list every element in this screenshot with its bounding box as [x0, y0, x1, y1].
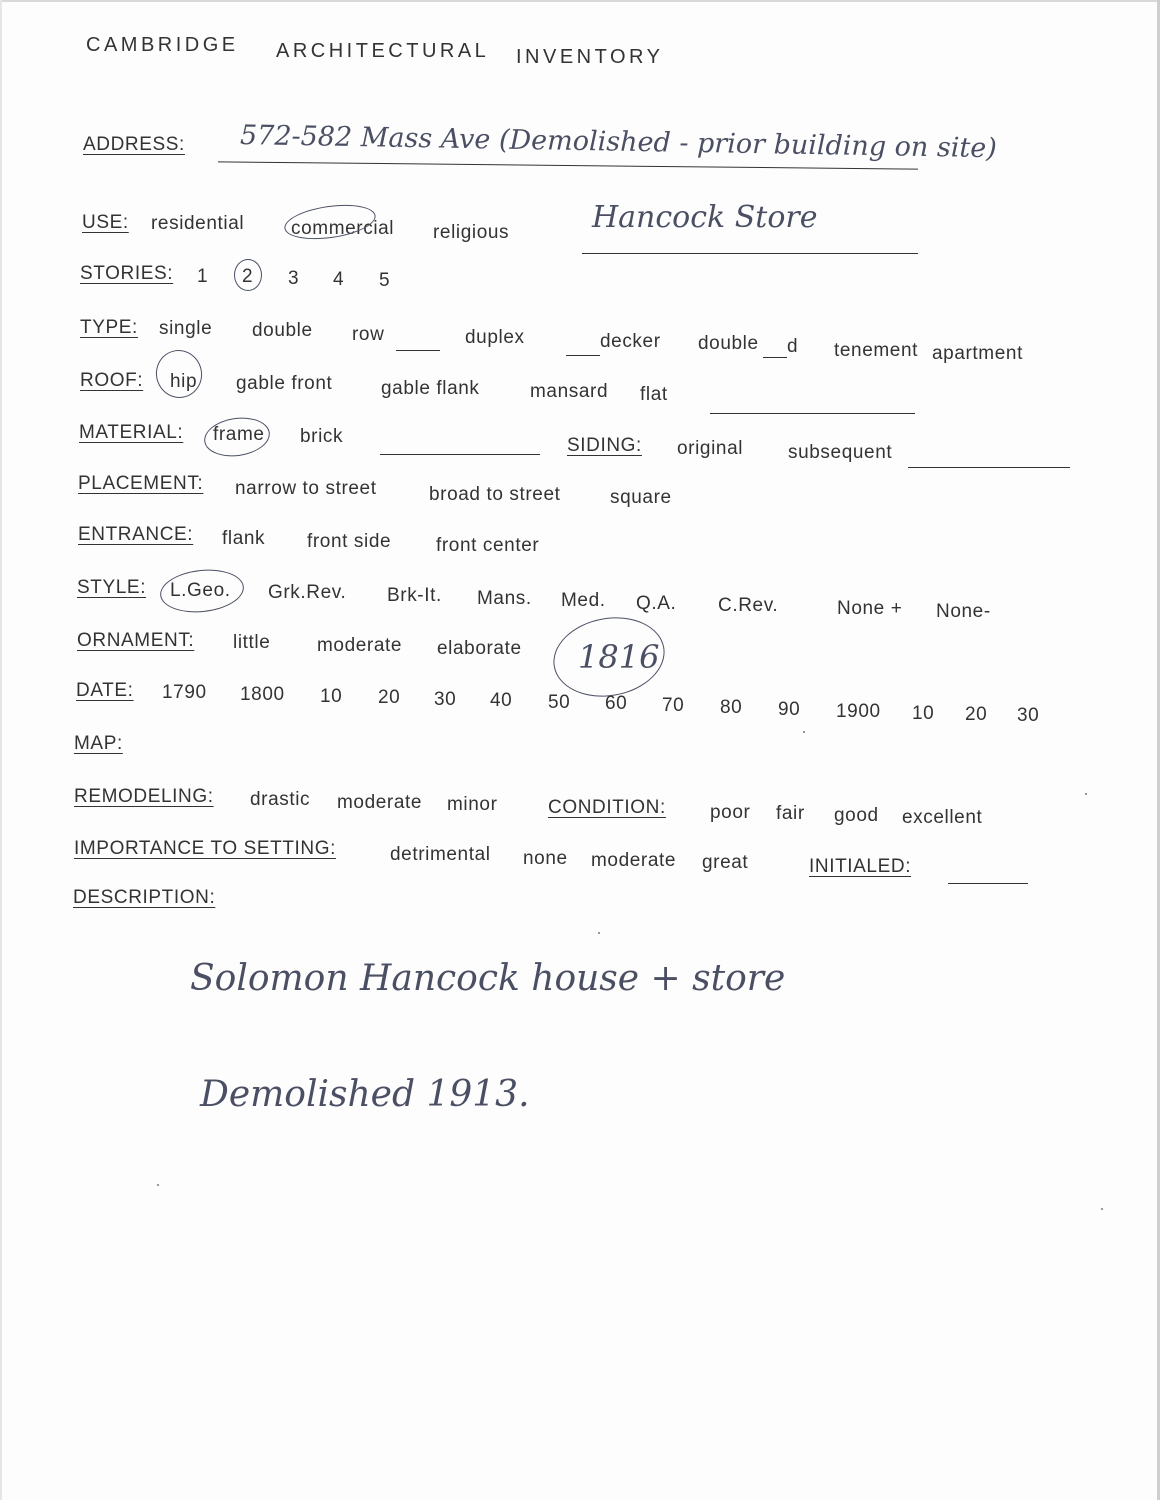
entrance-option-front-side: front side	[307, 531, 392, 552]
style-option-none-plus: None +	[837, 598, 903, 619]
paper-speck	[1101, 1208, 1103, 1210]
type-option-decker: decker	[600, 331, 661, 352]
stories-label: STORIES:	[80, 263, 174, 284]
date-option-60: 60	[605, 693, 628, 714]
type-option-d: d	[787, 336, 799, 357]
entrance-option-flank: flank	[222, 528, 266, 549]
remodeling-option-minor: minor	[447, 794, 498, 815]
stories-option-5: 5	[379, 270, 391, 291]
address-label: ADDRESS:	[83, 134, 185, 155]
date-label: DATE:	[76, 680, 134, 701]
use-option-commercial: commercial	[291, 218, 395, 239]
date-option-1800: 1800	[240, 684, 285, 705]
style-option-none-minus: None-	[936, 601, 991, 622]
condition-option-excellent: excellent	[902, 807, 983, 828]
type-row-blank	[396, 350, 440, 351]
use-label: USE:	[82, 212, 129, 233]
importance-option-moderate: moderate	[591, 850, 677, 871]
type-decker-blank	[566, 355, 600, 356]
roof-label: ROOF:	[80, 370, 144, 391]
style-label: STYLE:	[77, 577, 147, 598]
use-option-religious: religious	[433, 222, 510, 243]
importance-option-detrimental: detrimental	[390, 844, 491, 865]
form-title-word-1: CAMBRIDGE	[86, 34, 239, 56]
importance-label: IMPORTANCE TO SETTING:	[74, 838, 336, 859]
remodeling-option-moderate: moderate	[337, 792, 423, 813]
roof-selection-mark	[151, 345, 208, 403]
paper-speck	[598, 932, 600, 934]
siding-label: SIDING:	[567, 435, 642, 456]
material-option-frame: frame	[213, 424, 265, 445]
roof-other-line	[710, 413, 915, 414]
style-option-brk-it: Brk-It.	[387, 585, 442, 606]
handwritten-date: 1816	[578, 638, 660, 676]
date-option-1930: 30	[1017, 705, 1040, 726]
date-option-50: 50	[548, 692, 571, 713]
importance-option-great: great	[702, 852, 749, 873]
handwritten-address: 572-582 Mass Ave (Demolished - prior building on site)	[239, 120, 998, 165]
style-option-med: Med.	[561, 590, 606, 611]
placement-option-narrow: narrow to street	[235, 478, 377, 499]
material-selection-mark	[202, 414, 273, 461]
address-line	[218, 161, 918, 169]
siding-other-line	[908, 467, 1070, 468]
description-label: DESCRIPTION:	[73, 887, 216, 908]
type-option-double-d: double	[698, 333, 759, 354]
style-option-l-geo: L.Geo.	[170, 580, 231, 601]
date-option-40: 40	[490, 690, 513, 711]
roof-option-flat: flat	[640, 384, 668, 405]
paper-speck	[1085, 793, 1087, 795]
date-option-80: 80	[720, 697, 743, 718]
stories-option-1: 1	[197, 266, 209, 287]
date-option-20: 20	[378, 687, 401, 708]
date-option-1910: 10	[912, 703, 935, 724]
paper-speck	[803, 731, 805, 733]
stories-selection-mark	[234, 259, 262, 291]
date-option-30: 30	[434, 689, 457, 710]
date-option-90: 90	[778, 699, 801, 720]
handwritten-use-other: Hancock Store	[592, 200, 818, 235]
siding-option-original: original	[677, 438, 744, 459]
date-option-1790: 1790	[162, 682, 207, 703]
type-option-single: single	[159, 318, 213, 339]
initialed-line	[948, 883, 1028, 884]
importance-option-none: none	[523, 848, 568, 869]
date-option-10: 10	[320, 686, 343, 707]
type-option-apartment: apartment	[932, 343, 1023, 364]
placement-label: PLACEMENT:	[78, 473, 204, 494]
type-label: TYPE:	[80, 317, 138, 338]
page-left-edge	[0, 0, 2, 1500]
initialed-label: INITIALED:	[809, 856, 912, 877]
ornament-option-little: little	[233, 632, 271, 653]
date-option-70: 70	[662, 695, 685, 716]
handwritten-description-line-2: Demolished 1913.	[200, 1074, 530, 1115]
remodeling-label: REMODELING:	[74, 786, 214, 807]
ornament-option-moderate: moderate	[317, 635, 403, 656]
use-other-line	[582, 253, 918, 254]
handwritten-description-line-1: Solomon Hancock house + store	[190, 958, 786, 999]
stories-option-2: 2	[242, 266, 254, 287]
ornament-option-elaborate: elaborate	[437, 638, 522, 659]
condition-label: CONDITION:	[548, 797, 666, 818]
style-option-grk-rev: Grk.Rev.	[268, 582, 347, 603]
style-option-c-rev: C.Rev.	[718, 595, 779, 616]
use-option-residential: residential	[151, 213, 245, 234]
ornament-label: ORNAMENT:	[77, 630, 195, 651]
roof-option-gable-flank: gable flank	[381, 378, 480, 399]
style-option-qa: Q.A.	[636, 593, 677, 614]
roof-option-hip: hip	[170, 371, 198, 392]
date-option-1920: 20	[965, 704, 988, 725]
stories-option-4: 4	[333, 269, 345, 290]
type-option-double: double	[252, 320, 313, 341]
condition-option-fair: fair	[776, 803, 805, 824]
entrance-label: ENTRANCE:	[78, 524, 194, 545]
type-option-tenement: tenement	[834, 340, 919, 361]
material-option-brick: brick	[300, 426, 344, 447]
map-label: MAP:	[74, 733, 123, 754]
type-option-duplex: duplex	[465, 327, 525, 348]
placement-option-square: square	[610, 487, 672, 508]
form-title-word-3: INVENTORY	[516, 46, 664, 68]
type-double-d-blank	[763, 357, 787, 358]
entrance-option-front-center: front center	[436, 535, 540, 556]
paper-speck	[157, 1184, 159, 1186]
date-option-1900: 1900	[836, 701, 881, 722]
roof-option-mansard: mansard	[530, 381, 609, 402]
condition-option-good: good	[834, 805, 879, 826]
siding-option-subsequent: subsequent	[788, 442, 893, 463]
placement-option-broad: broad to street	[429, 484, 561, 505]
roof-option-gable-front: gable front	[236, 373, 333, 394]
material-label: MATERIAL:	[79, 422, 184, 443]
type-option-row: row	[352, 324, 385, 345]
style-option-mans: Mans.	[477, 588, 532, 609]
remodeling-option-drastic: drastic	[250, 789, 311, 810]
material-other-line	[380, 454, 540, 455]
page-top-edge	[0, 0, 1160, 2]
form-title-word-2: ARCHITECTURAL	[276, 40, 490, 62]
style-selection-mark	[158, 566, 246, 617]
condition-option-poor: poor	[710, 802, 751, 823]
stories-option-3: 3	[288, 268, 300, 289]
